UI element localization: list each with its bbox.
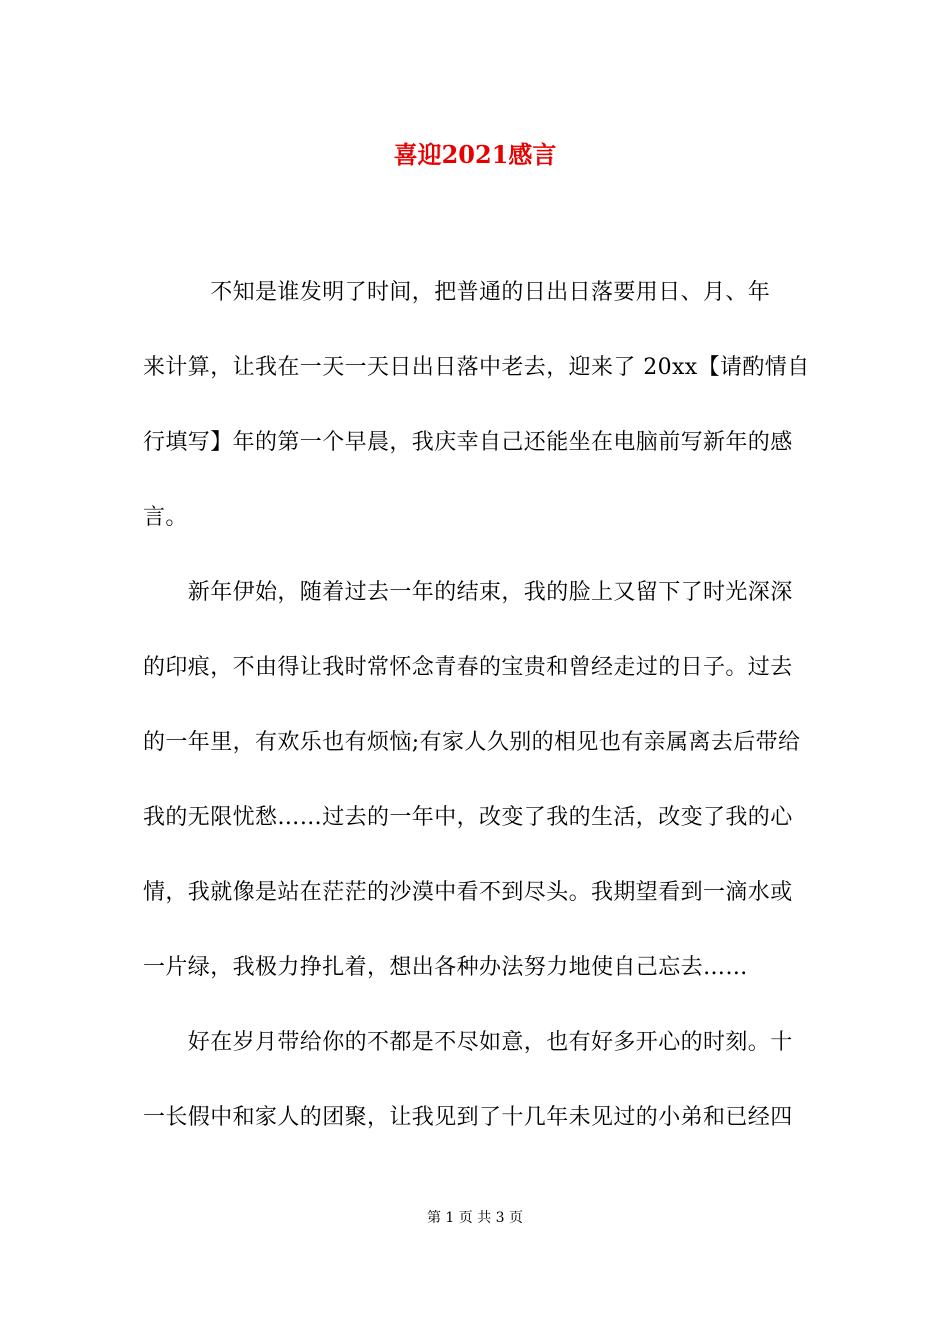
document-title: 喜迎2021感言 xyxy=(393,140,557,169)
body-line: 的印痕，不由得让我时常怀念青春的宝贵和曾经走过的日子。过去 xyxy=(143,655,793,680)
body-line: 一长假中和家人的团聚，让我见到了十几年未见过的小弟和已经四 xyxy=(143,1105,793,1130)
document-body xyxy=(143,276,813,1176)
body-line: 的一年里，有欢乐也有烦恼;有家人久别的相见也有亲属离去后带给 xyxy=(143,730,801,755)
body-line: 不知是谁发明了时间，把普通的日出日落要用日、月、年 xyxy=(143,280,771,305)
body-line: 好在岁月带给你的不都是不尽如意，也有好多开心的时刻。十 xyxy=(143,1030,793,1055)
page-footer: 第 1 页 共 3 页 xyxy=(426,1210,524,1226)
body-line: 新年伊始，随着过去一年的结束，我的脸上又留下了时光深深 xyxy=(143,580,793,605)
body-line: 情，我就像是站在茫茫的沙漠中看不到尽头。我期望看到一滴水或 xyxy=(143,880,793,905)
body-line: 言。 xyxy=(143,505,188,530)
body-line: 一片绿，我极力挣扎着，想出各种办法努力地使自己忘去…… xyxy=(143,955,748,980)
body-line: 行填写】年的第一个早晨，我庆幸自己还能坐在电脑前写新年的感 xyxy=(143,430,793,455)
body-line: 来计算，让我在一天一天日出日落中老去，迎来了 20xx【请酌情自 xyxy=(143,355,810,380)
body-line: 我的无限忧愁……过去的一年中，改变了我的生活，改变了我的心 xyxy=(143,805,793,830)
